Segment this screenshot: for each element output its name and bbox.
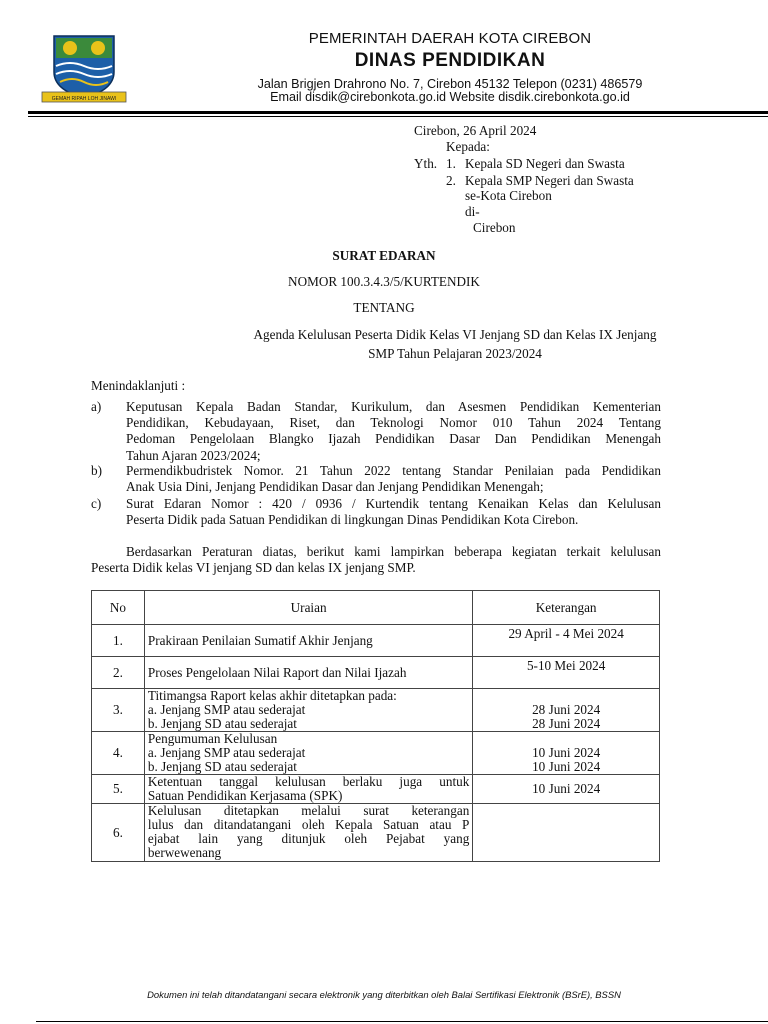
item-c-label: c) xyxy=(91,496,102,511)
row-number: 2. xyxy=(92,657,145,689)
item-a-line: Pendidikan, Kebudayaan, Riset, dan Teknologi Nomor 010 Tahun 2024 Tentang xyxy=(126,415,661,431)
letterhead-divider xyxy=(28,111,768,114)
row-uraian xyxy=(144,775,472,804)
row-keterangan xyxy=(473,732,660,775)
item-b-line: Permendikbudristek Nomor. 21 Tahun 2022 tentang Standar Penilaian pada Pendidikan xyxy=(126,463,661,478)
item-a-line: Keputusan Kepala Badan Standar, Kurikulum, dan Asesmen Pendidikan Kementerian xyxy=(126,399,661,414)
letter-number: NOMOR 100.3.4.3/5/KURTENDIK xyxy=(288,274,480,289)
row-uraian xyxy=(144,625,472,657)
row-number: 4. xyxy=(92,732,145,775)
recipient-di: di- xyxy=(465,204,480,219)
item-b-text xyxy=(126,463,661,495)
agenda-table xyxy=(91,590,660,862)
recipient-city: Cirebon xyxy=(473,220,516,235)
uraian-line: Kelulusan ditetapkan melalui surat keterangan xyxy=(147,803,470,818)
uraian-line: Prakiraan Penilaian Sumatif Akhir Jenjang xyxy=(147,632,373,648)
letter-subject-line-2: SMP Tahun Pelajaran 2023/2024 xyxy=(368,346,542,361)
row-keterangan xyxy=(473,804,660,862)
recipient-1: Kepala SD Negeri dan Swasta xyxy=(465,156,625,171)
table-row xyxy=(92,732,660,775)
intro-text: Menindaklanjuti : xyxy=(91,378,186,393)
uraian-line: Satuan Pendidikan Kerjasama (SPK) xyxy=(147,788,343,803)
item-b-line: Anak Usia Dini, Jenjang Pendidikan Dasar dan Jenjang Pendidikan Menengah; xyxy=(126,479,544,495)
row-keterangan xyxy=(473,625,660,657)
uraian-line: Titimangsa Raport kelas akhir ditetapkan pada: xyxy=(147,688,397,703)
closing-line-2: Peserta Didik kelas VI jenjang SD dan kelas IX jenjang SMP. xyxy=(91,560,416,575)
keterangan-line: 10 Juni 2024 xyxy=(532,759,601,774)
uraian-line: Ketentuan tanggal kelulusan berlaku juga untuk xyxy=(147,774,470,789)
uraian-line: berwewenang xyxy=(147,845,222,860)
uraian-line: lulus dan ditandatangani oleh Kepala Satuan atau P xyxy=(147,817,470,832)
uraian-line: Pengumuman Kelulusan xyxy=(147,731,278,746)
table-row xyxy=(92,804,660,862)
uraian-line: b. Jenjang SD atau sederajat xyxy=(147,716,297,731)
row-keterangan xyxy=(473,775,660,804)
header-no: No xyxy=(92,591,145,625)
row-number: 6. xyxy=(92,804,145,862)
item-a-line: Tahun Ajaran 2023/2024; xyxy=(126,447,261,463)
government-name: PEMERINTAH DAERAH KOTA CIREBON xyxy=(308,30,592,47)
row-number: 5. xyxy=(92,775,145,804)
letter-about: TENTANG xyxy=(353,300,415,315)
keterangan-line: 5-10 Mei 2024 xyxy=(526,658,606,673)
letter-subject-line-1: Agenda Kelulusan Peserta Didik Kelas VI Jenjang SD dan Kelas IX Jenjang xyxy=(253,327,657,342)
uraian-line: ejabat lain yang ditunjuk oleh Pejabat yang xyxy=(147,831,470,846)
letter-title: SURAT EDARAN xyxy=(332,248,436,263)
row-uraian xyxy=(144,657,472,689)
kepada-label: Kepada: xyxy=(446,139,490,154)
keterangan-line: 28 Juni 2024 xyxy=(532,716,601,731)
item-a-label: a) xyxy=(91,399,102,414)
keterangan-line: 10 Juni 2024 xyxy=(532,745,601,760)
city-emblem-logo xyxy=(40,30,128,106)
agency-name: DINAS PENDIDIKAN xyxy=(354,50,546,71)
footer-divider xyxy=(36,1021,768,1022)
keterangan-line: 10 Juni 2024 xyxy=(532,781,601,796)
uraian-line: b. Jenjang SD atau sederajat xyxy=(147,759,297,774)
item-c-line: Peserta Didik pada Satuan Pendidikan di lingkungan Dinas Pendidikan Kota Cirebon. xyxy=(126,512,579,528)
row-number: 1. xyxy=(92,625,145,657)
item-c-line: Surat Edaran Nomor : 420 / 0936 / Kurtendik tentang Kenaikan Kelas dan Kelulusan xyxy=(126,496,661,511)
closing-line-1 xyxy=(126,544,661,560)
recipient-2-number: 2. xyxy=(446,173,456,188)
esign-footer-note: Dokumen ini telah ditandatangani secara elektronik yang diterbitkan oleh Balai Sertifikasi Elektronik (BSrE), BSSN xyxy=(147,989,621,1000)
logo-motto: GEMAH RIPAH LOH JINAWI xyxy=(51,96,117,102)
row-uraian xyxy=(144,804,472,862)
table-row xyxy=(92,775,660,804)
uraian-line: a. Jenjang SMP atau sederajat xyxy=(147,702,306,717)
letterhead-divider-thin xyxy=(28,116,768,117)
keterangan-line: 29 April - 4 Mei 2024 xyxy=(508,626,624,641)
recipient-1-number: 1. xyxy=(446,156,456,171)
item-a-text xyxy=(126,399,661,464)
item-a-line: Pedoman Pengelolaan Blangko Ijazah Pendidikan Dasar Dan Pendidikan Menengah xyxy=(126,431,661,447)
keterangan-line: 28 Juni 2024 xyxy=(532,702,601,717)
table-row xyxy=(92,689,660,732)
header-keterangan: Keterangan xyxy=(473,591,660,625)
closing-text-1: Berdasarkan Peraturan diatas, berikut kami lampirkan beberapa kegiatan terkait kelulusan xyxy=(126,544,661,559)
table-header-row xyxy=(92,591,660,625)
row-keterangan xyxy=(473,657,660,689)
uraian-line: a. Jenjang SMP atau sederajat xyxy=(147,745,306,760)
row-uraian xyxy=(144,689,472,732)
table-row xyxy=(92,657,660,689)
row-uraian xyxy=(144,732,472,775)
recipient-region: se-Kota Cirebon xyxy=(465,188,552,203)
header-uraian: Uraian xyxy=(144,591,472,625)
item-c-text xyxy=(126,496,661,528)
yth-label: Yth. xyxy=(414,156,438,171)
row-keterangan xyxy=(473,689,660,732)
row-number: 3. xyxy=(92,689,145,732)
table-row xyxy=(92,625,660,657)
uraian-line: Proses Pengelolaan Nilai Raport dan Nilai Ijazah xyxy=(147,664,407,680)
agency-address: Jalan Brigjen Drahrono No. 7, Cirebon 45132 Telepon (0231) 486579 xyxy=(257,77,643,91)
recipient-2: Kepala SMP Negeri dan Swasta xyxy=(465,173,634,188)
item-b-label: b) xyxy=(91,463,102,478)
place-date: Cirebon, 26 April 2024 xyxy=(414,123,537,138)
agency-contact: Email disdik@cirebonkota.go.id Website disdik.cirebonkota.go.id xyxy=(270,90,630,104)
